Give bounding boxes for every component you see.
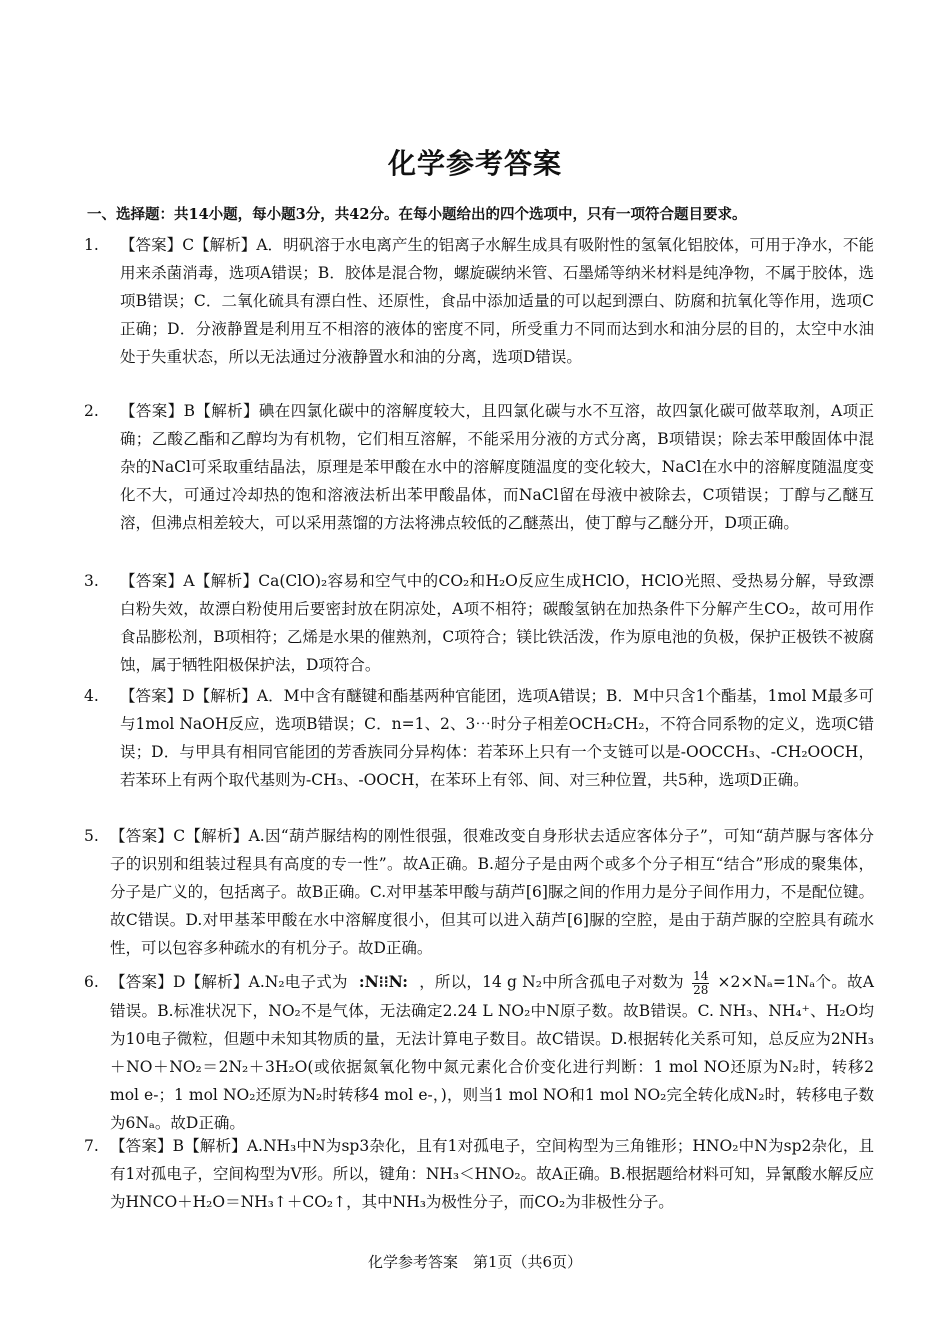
question-answer-text: 【答案】A【解析】Ca(ClO)₂容易和空气中的CO₂和H₂O反应生成HClO，HClO光照、受热易分解，导致漂白粉失效，故漂白粉使用后要密封放在阴凉处，A项不相符；碳酸氢钠在加热条件下分解产生CO₂，故可用作食品膨松剂，B项相符；乙烯是水果的催熟剂，C项符合；镁比铁活泼，作为原电池的负极，保护正极铁不被腐蚀，属于牺牲阳极保护法，D项符合。: [120, 572, 874, 674]
answer-text-part: ×2×Nₐ=1Nₐ个。故A错误。B.标准状况下，NO₂不是气体，无法确定2.24 L NO₂中N原子数。故B错误。C. NH₃、NH₄⁺、H₂O均为10电子微粒，但题中未知其物质的量，无法计算电子数目。故C错误。D.根据转化关系可知，总反应为2NH₃＋NO＋NO₂＝2N₂＋3H₂O(或依据氮氧化物中氮元素化合价变化进行判断：1 mol NO还原为N₂时，转移2 mol e-；1 mol NO₂还原为N₂时转移4 mol e-，)，则当1 mol NO和1 mol NO₂完全转化成N₂时，转移电子数为6Nₐ。故D正确。: [110, 973, 874, 1132]
question-answer-text: 【答案】C【解析】A．明矾溶于水电离产生的铝离子水解生成具有吸附性的氢氧化铝胶体，可用于净水，不能用来杀菌消毒，选项A错误；B．胶体是混合物，螺旋碳纳米管、石墨烯等纳米材料是纯净物，不属于胶体，选项B错误；C．二氧化硫具有漂白性、还原性，食品中添加适量的可以起到漂白、防腐和抗氧化等作用，选项C正确；D．分液静置是利用互不相溶的液体的密度不同，所受重力不同而达到水和油分层的目的，太空中水油处于失重状态，所以无法通过分液静置水和油的分离，选项D错误。: [120, 236, 874, 366]
answer-text-part: 【答案】D【解析】A.N₂电子式为: [110, 973, 348, 991]
question-number: 7.: [84, 1137, 99, 1155]
question-4: [84, 682, 874, 794]
fraction: [692, 970, 709, 997]
question-number: 1.: [84, 236, 99, 254]
page-footer: 化学参考答案 第1页（共6页）: [367, 1253, 583, 1271]
question-number: 5.: [84, 827, 99, 845]
question-3: [84, 567, 874, 679]
question-number: 4.: [84, 687, 99, 705]
question-5: [84, 822, 874, 962]
fraction-denominator: 28: [693, 982, 709, 997]
n2-lewis-structure: :N⁝⁝N:: [358, 972, 409, 991]
question-7: [84, 1132, 874, 1216]
page-title: 化学参考答案: [387, 147, 562, 180]
fraction-numerator: 14: [693, 968, 709, 983]
question-answer-text: 【答案】B【解析】A.NH₃中N为sp3杂化，且有1对孤电子，空间构型为三角锥形；HNO₂中N为sp2杂化，且有1对孤电子，空间构型为V形。所以，键角：NH₃＜HNO₂。故A正确。B.根据题给材料可知，异氰酸水解反应为HNCO＋H₂O＝NH₃↑＋CO₂↑，其中NH₃为极性分子，而CO₂为非极性分子。: [110, 1137, 874, 1211]
question-number: 6.: [84, 973, 99, 991]
question-answer-text: 【答案】D【解析】A．M中含有醚键和酯基两种官能团，选项A错误；B．M中只含1个酯基，1mol M最多可与1mol NaOH反应，选项B错误；C．n=1、2、3⋯时分子相差OCH₂CH₂，不符合同系物的定义，选项C错误；D．与甲具有相同官能团的芳香族同分异构体：若苯环上只有一个支链可以是-OOCCH₃、-CH₂OOCH，若苯环上有两个取代基则为-CH₃、-OOCH，在苯环上有邻、间、对三种位置，共5种，选项D正确。: [120, 687, 874, 789]
section-header: 一、选择题：共14小题，每小题3分，共42分。在每小题给出的四个选项中，只有一项符合题目要求。: [87, 206, 747, 223]
question-6: [84, 968, 874, 1137]
question-answer-text: [110, 968, 874, 1137]
answer-text-part: ，所以，14 g N₂中所含孤电子对数为: [419, 973, 684, 991]
question-number: 2.: [84, 402, 99, 420]
question-answer-text: 【答案】B【解析】碘在四氯化碳中的溶解度较大，且四氯化碳与水不互溶，故四氯化碳可做萃取剂，A项正确；乙酸乙酯和乙醇均为有机物，它们相互溶解，不能采用分液的方式分离，B项错误；除去苯甲酸固体中混杂的NaCl可采取重结晶法，原理是苯甲酸在水中的溶解度随温度的变化较大，NaCl在水中的溶解度随温度变化不大，可通过冷却热的饱和溶液法析出苯甲酸晶体，而NaCl留在母液中被除去，C项错误；丁醇与乙醚互溶，但沸点相差较大，可以采用蒸馏的方法将沸点较低的乙醚蒸出，使丁醇与乙醚分开，D项正确。: [120, 402, 874, 532]
question-answer-text: 【答案】C【解析】A.因“葫芦脲结构的刚性很强，很难改变自身形状去适应客体分子”，可知“葫芦脲与客体分子的识别和组装过程具有高度的专一性”。故A正确。B.超分子是由两个或多个分子相互“结合”形成的聚集体，分子是广义的，包括离子。故B正确。C.对甲基苯甲酸与葫芦[6]脲之间的作用力是分子间作用力，不是配位键。故C错误。D.对甲基苯甲酸在水中溶解度很小，但其可以进入葫芦[6]脲的空腔，是由于葫芦脲的空腔具有疏水性，可以包容多种疏水的有机分子。故D正确。: [110, 827, 874, 957]
question-number: 3.: [84, 572, 99, 590]
question-2: [84, 397, 874, 537]
question-1: [84, 231, 874, 371]
